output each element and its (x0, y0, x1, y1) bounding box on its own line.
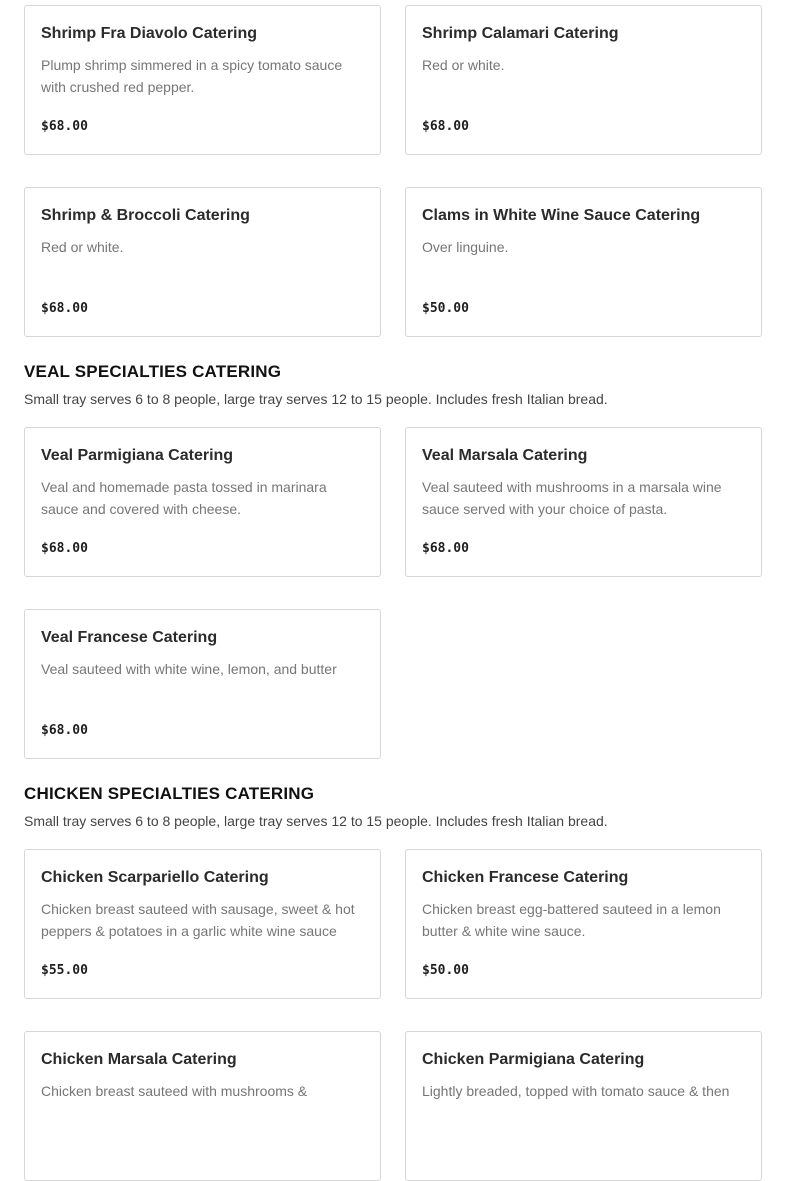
menu-item-title: Veal Marsala Catering (422, 447, 588, 464)
menu-item-title: Shrimp Fra Diavolo Catering (41, 25, 258, 42)
menu-item-description: Veal sauteed with white wine, lemon, and butter (41, 661, 337, 677)
menu-item-description: Veal and homemade pasta tossed in marinara sauce and covered with cheese. (41, 479, 327, 517)
menu-item-description: Over linguine. (422, 239, 509, 255)
menu-item-title: Shrimp & Broccoli Catering (41, 207, 250, 224)
menu-item-card[interactable] (405, 427, 762, 577)
menu-item-title: Shrimp Calamari Catering (422, 25, 619, 42)
menu-item-title: Chicken Francese Catering (422, 869, 629, 886)
section-title-veal: VEAL SPECIALTIES CATERING (24, 362, 282, 381)
menu-item-description: Lightly breaded, topped with tomato sauce & then (422, 1083, 730, 1099)
section-subtitle-veal: Small tray serves 6 to 8 people, large tray serves 12 to 15 people. Includes fresh Italian bread. (24, 391, 608, 407)
menu-item-description: Veal sauteed with mushrooms in a marsala wine sauce served with your choice of pasta. (422, 479, 722, 517)
menu-item-description: Red or white. (422, 57, 505, 73)
menu-item-title: Veal Parmigiana Catering (41, 447, 234, 464)
menu-item-price: $68.00 (422, 541, 469, 556)
section-subtitle-chicken: Small tray serves 6 to 8 people, large tray serves 12 to 15 people. Includes fresh Italian bread. (24, 813, 608, 829)
section-title-chicken: CHICKEN SPECIALTIES CATERING (24, 784, 315, 803)
menu-item-description: Chicken breast sauteed with sausage, sweet & hot peppers & potatoes in a garlic white wine sauce (41, 901, 355, 939)
menu-item-price: $68.00 (41, 723, 88, 738)
menu-item-card[interactable] (24, 1031, 381, 1181)
menu-item-price: $68.00 (41, 541, 88, 556)
menu-item-title: Veal Francese Catering (41, 629, 218, 646)
menu-item-card[interactable] (405, 849, 762, 999)
menu-item-title: Chicken Scarpariello Catering (41, 869, 269, 886)
menu-item-card[interactable] (24, 5, 381, 155)
menu-item-title: Chicken Marsala Catering (41, 1051, 237, 1068)
menu-item-description: Chicken breast egg-battered sauteed in a lemon butter & white wine sauce. (422, 901, 721, 939)
menu-item-description: Chicken breast sauteed with mushrooms & (41, 1083, 308, 1099)
menu-item-card[interactable] (405, 187, 762, 337)
menu-item-title: Chicken Parmigiana Catering (422, 1051, 645, 1068)
menu-item-price: $68.00 (41, 119, 88, 134)
menu-item-card[interactable] (405, 5, 762, 155)
menu-item-price: $55.00 (41, 963, 88, 978)
menu-item-price: $50.00 (422, 301, 469, 316)
menu-item-price: $68.00 (41, 301, 88, 316)
menu-item-card[interactable] (24, 427, 381, 577)
menu-item-price: $68.00 (422, 119, 469, 134)
menu-item-card[interactable] (24, 187, 381, 337)
menu-item-card[interactable] (24, 609, 381, 759)
menu-item-price: $50.00 (422, 963, 469, 978)
menu-item-description: Red or white. (41, 239, 124, 255)
menu-item-card[interactable] (405, 1031, 762, 1181)
menu-item-card[interactable] (24, 849, 381, 999)
menu-item-description: Plump shrimp simmered in a spicy tomato sauce with crushed red pepper. (41, 57, 343, 95)
menu-item-title: Clams in White Wine Sauce Catering (422, 207, 701, 224)
